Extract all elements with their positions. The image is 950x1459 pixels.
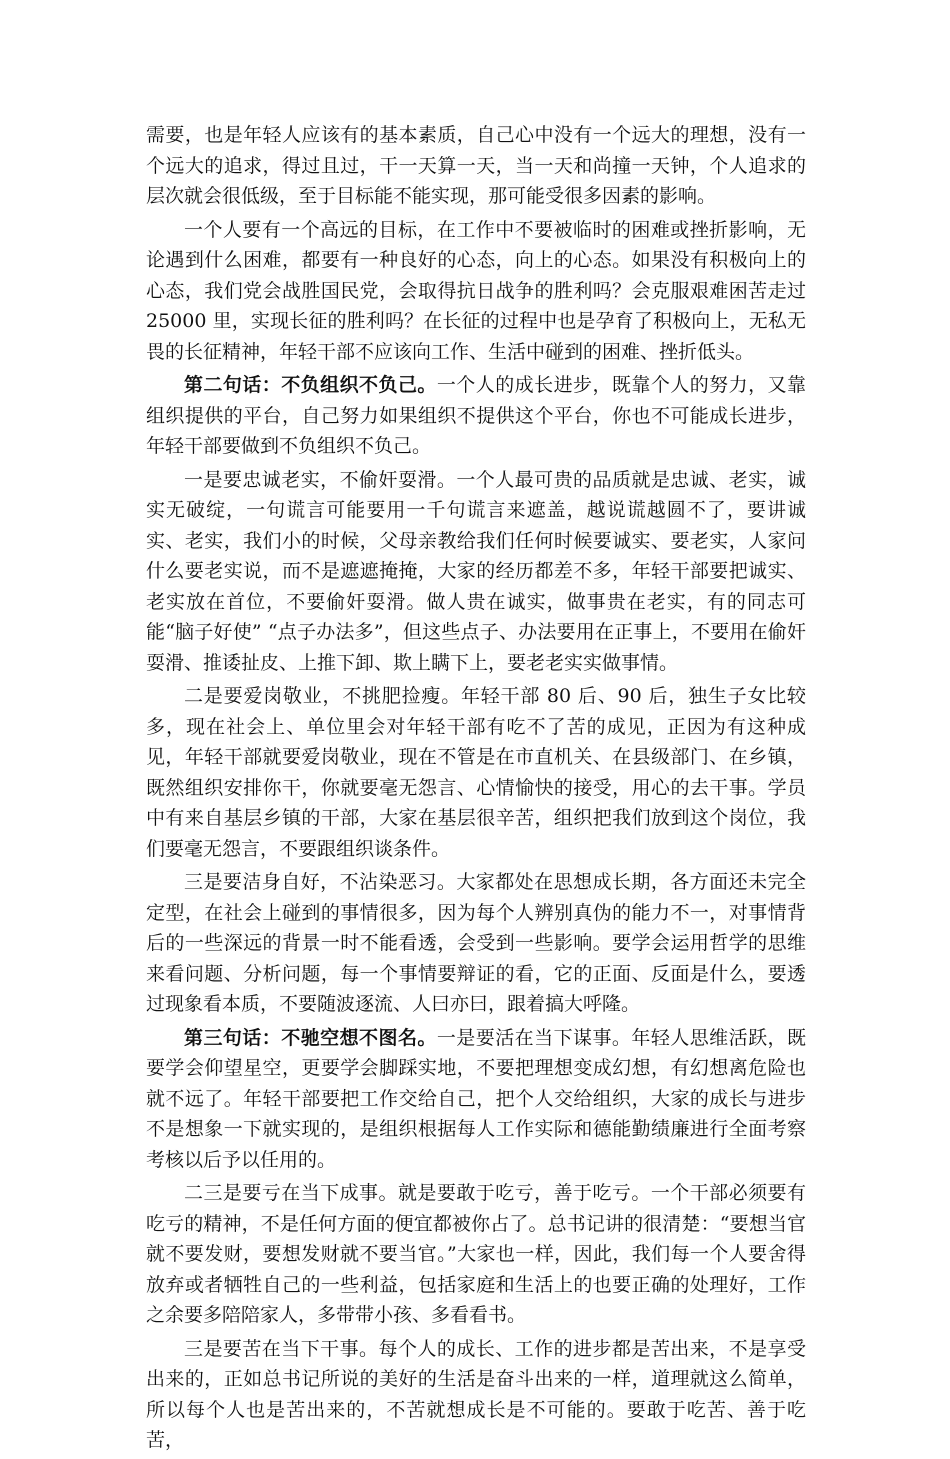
paragraph-text: 三是要洁身自好，不沾染恶习。大家都处在思想成长期，各方面还未完全定型，在社会上碰到的事情很多，因为每个人辨别真伪的能力不一，对事情背后的一些深远的背景一时不能看透，会受到一些影响。要学会运用哲学的思维来看问题、分析问题，每一个事情要辩证的看，它的正面、反面是什么，要透过现象看本质，不要随波逐流、人曰亦曰，跟着搞大呼隆。 — [146, 871, 806, 1015]
paragraph-text: 一个人要有一个高远的目标，在工作中不要被临时的困难或挫折影响，无论遇到什么困难，都要有一种良好的心态，向上的心态。如果没有积极向上的心态，我们党会战胜国民党，会取得抗日战争的胜利吗？会克服艰难困苦走过 25000 里，实现长征的胜利吗？在长征的过程中也是孕育了积极向上，无私无畏的长征精神，年轻干部不应该向工作、生活中碰到的困难、挫折低头。 — [146, 218, 806, 363]
paragraph-text: 二是要爱岗敬业，不挑肥捡瘦。年轻干部 80 后、90 后，独生子女比较多，现在社会上、单位里会对年轻干部有吃不了苦的成见，正因为有这种成见，年轻干部就要爱岗敬业，现在不管是在市直机关、在县级部门、在乡镇，既然组织安排你干，你就要毫无怨言、心情愉快的接受，用心的去干事。学员中有来自基层乡镇的干部，大家在基层很辛苦，组织把我们放到这个岗位，我们要毫无怨言，不要跟组织谈条件。 — [146, 685, 806, 860]
paragraph — [146, 215, 806, 368]
paragraph — [146, 120, 806, 212]
paragraph-text: 一个人的成长进步，既靠个人的努力，又靠组织提供的平台，自己努力如果组织不提供这个平台，你也不可能成长进步，年轻干部要做到不负组织不负己。 — [146, 374, 806, 457]
paragraph — [146, 370, 806, 462]
paragraph-heading: 第三句话：不驰空想不图名。 — [184, 1026, 437, 1049]
paragraph — [146, 1023, 806, 1176]
paragraph — [146, 1178, 806, 1331]
paragraph-text: 一是要忠诚老实，不偷奸耍滑。一个人最可贵的品质就是忠诚、老实，诚实无破绽，一句谎言可能要用一千句谎言来遮盖，越说谎越圆不了，要讲诚实、老实，我们小的时候，父母亲教给我们任何时候要诚实、要老实，人家问什么要老实说，而不是遮遮掩掩，大家的经历都差不多，年轻干部要把诚实、老实放在首位，不要偷奸耍滑。做人贵在诚实，做事贵在老实，有的同志可能“脑子好使” “点子办法多”，但这些点子、办法要用在正事上，不要用在偷奸耍滑、推诿扯皮、上推下卸、欺上瞒下上，要老老实实做事情。 — [146, 468, 806, 674]
paragraph-text: 需要，也是年轻人应该有的基本素质，自己心中没有一个远大的理想，没有一个远大的追求，得过且过，干一天算一天，当一天和尚撞一天钟，个人追求的层次就会很低级，至于目标能不能实现，那可能受很多因素的影响。 — [146, 124, 806, 207]
paragraph — [146, 1334, 806, 1456]
paragraph-text: 二三是要亏在当下成事。就是要敢于吃亏，善于吃亏。一个干部必须要有吃亏的精神，不是任何方面的便宜都被你占了。总书记讲的很清楚：“要想当官就不要发财，要想发财就不要当官。”大家也一样，因此，我们每一个人要舍得放弃或者牺牲自己的一些利益，包括家庭和生活上的也要正确的处理好，工作之余要多陪陪家人，多带带小孩、多看看书。 — [146, 1182, 806, 1326]
paragraph — [146, 867, 806, 1020]
paragraph — [146, 465, 806, 679]
paragraph-heading: 第二句话：不负组织不负己。 — [184, 374, 437, 396]
paragraph-text: 一是要活在当下谋事。年轻人思维活跃，既要学会仰望星空，更要学会脚踩实地，不要把理想变成幻想，有幻想离危险也就不远了。年轻干部要把工作交给自己，把个人交给组织，大家的成长与进步不是想象一下就实现的，是组织根据每人工作实际和德能勤绩廉进行全面考察考核以后予以任用的。 — [146, 1026, 806, 1171]
paragraph — [146, 681, 806, 864]
paragraph-text: 三是要苦在当下干事。每个人的成长、工作的进步都是苦出来，不是享受出来的，正如总书记所说的美好的生活是奋斗出来的一样，道理就这么简单，所以每个人也是苦出来的，不苦就想成长是不可能的。要敢于吃苦、善于吃苦， — [146, 1337, 806, 1451]
document-page — [146, 120, 806, 1459]
